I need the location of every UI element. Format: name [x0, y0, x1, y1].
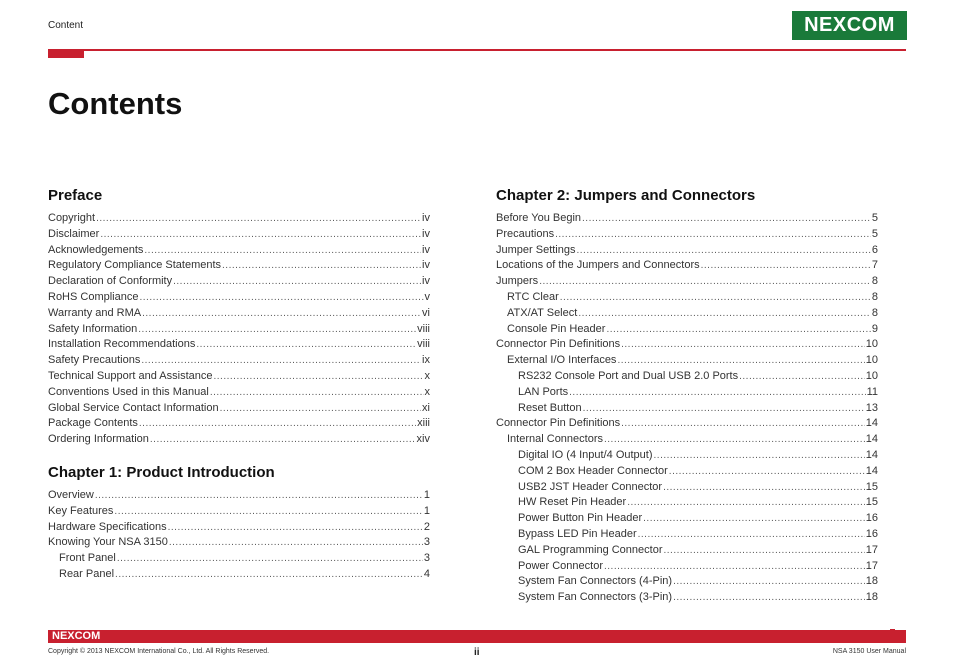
toc-entry[interactable]	[496, 258, 878, 274]
toc-entry[interactable]	[48, 274, 430, 290]
toc-entry-page: iv	[422, 259, 430, 272]
toc-dot-leader	[169, 535, 423, 551]
toc-entry[interactable]	[48, 211, 430, 227]
toc-dot-leader	[214, 369, 424, 385]
toc-entry-title: Knowing Your NSA 3150	[48, 536, 168, 549]
toc-entry[interactable]	[48, 290, 430, 306]
toc-entry[interactable]	[48, 337, 430, 353]
toc-dot-leader	[142, 306, 421, 322]
toc-entry-page: 3	[423, 552, 430, 565]
toc-dot-leader	[569, 385, 865, 401]
toc-entry-title: COM 2 Box Header Connector	[518, 464, 668, 477]
toc-entry-page: 16	[865, 527, 878, 540]
toc-entry[interactable]	[496, 574, 878, 590]
toc-entry-page: 14	[865, 464, 878, 477]
toc-dot-leader	[138, 322, 416, 338]
toc-dot-leader	[150, 432, 416, 448]
toc-entry-title: Digital IO (4 Input/4 Output)	[518, 448, 653, 461]
toc-entry[interactable]	[48, 227, 430, 243]
header-rule	[48, 49, 906, 51]
toc-entry-page: 17	[865, 559, 878, 572]
toc-dot-leader	[144, 243, 421, 259]
toc-dot-leader	[95, 488, 423, 504]
toc-entry-page: vi	[422, 306, 430, 319]
toc-dot-leader	[673, 590, 865, 606]
toc-entry[interactable]	[496, 337, 878, 353]
footer-bar	[48, 630, 906, 643]
section-heading-preface: Preface	[48, 187, 103, 204]
toc-entry-title: Overview	[48, 488, 94, 501]
toc-entry-title: System Fan Connectors (3-Pin)	[518, 591, 673, 604]
toc-dot-leader	[222, 258, 421, 274]
toc-dot-leader	[139, 290, 423, 306]
toc-left-column	[48, 186, 430, 583]
toc-entry[interactable]	[496, 306, 878, 322]
toc-dot-leader	[627, 495, 865, 511]
toc-dot-leader	[576, 243, 870, 259]
toc-dot-leader	[739, 369, 865, 385]
toc-entry-page: 10	[865, 338, 878, 351]
toc-entry-title: Power Button Pin Header	[518, 512, 643, 525]
toc-entry-title: Regulatory Compliance Statements	[48, 259, 222, 272]
toc-entry[interactable]	[48, 369, 430, 385]
toc-entry-page: 13	[865, 401, 878, 414]
toc-entry-title: Rear Panel	[59, 567, 115, 580]
toc-entry-page: xiv	[416, 433, 430, 446]
toc-entry-title: Jumpers	[496, 275, 539, 288]
toc-entry[interactable]	[496, 543, 878, 559]
toc-entry-title: GAL Programming Connector	[518, 543, 663, 556]
toc-entry[interactable]	[48, 520, 430, 536]
toc-entry-title: Installation Recommendations	[48, 338, 196, 351]
toc-entry-title: Connector Pin Definitions	[496, 417, 621, 430]
section-heading-chapter2: Chapter 2: Jumpers and Connectors	[496, 187, 756, 204]
toc-dot-leader	[578, 306, 871, 322]
toc-entry-page: 14	[865, 448, 878, 461]
toc-dot-leader	[539, 274, 871, 290]
toc-entry-page: 17	[865, 543, 878, 556]
toc-entry-page: v	[424, 290, 430, 303]
toc-dot-leader	[173, 274, 421, 290]
toc-entry-page: 8	[871, 306, 878, 319]
toc-entry-title: Bypass LED Pin Header	[518, 527, 637, 540]
toc-entry[interactable]	[496, 480, 878, 496]
toc-entry-page: 8	[871, 275, 878, 288]
toc-entry-title: Power Connector	[518, 559, 603, 572]
toc-entry-title: Jumper Settings	[496, 243, 576, 256]
toc-entry-title: Package Contents	[48, 417, 138, 430]
toc-entry-page: 16	[865, 512, 878, 525]
toc-entry[interactable]	[496, 385, 878, 401]
toc-entry-page: 15	[865, 480, 878, 493]
toc-entry-title: External I/O Interfaces	[507, 354, 617, 367]
toc-entry[interactable]	[48, 488, 430, 504]
toc-entry-title: Copyright	[48, 212, 96, 224]
toc-entry-page: 9	[871, 322, 878, 335]
nexcom-logo	[792, 11, 907, 40]
toc-entry-page: 6	[871, 243, 878, 256]
toc-entry-title: Hardware Specifications	[48, 520, 167, 533]
toc-entry[interactable]	[496, 274, 878, 290]
toc-entry-page: 4	[423, 567, 430, 580]
toc-list-chapter1	[48, 488, 430, 583]
toc-dot-leader	[141, 353, 421, 369]
footer-logo: NEXCOM	[52, 630, 101, 642]
toc-entry-page: 15	[865, 496, 878, 509]
toc-entry-page: 7	[871, 259, 878, 272]
toc-entry-title: HW Reset Pin Header	[518, 496, 627, 509]
toc-entry-page: 1	[423, 488, 430, 501]
toc-dot-leader	[643, 511, 865, 527]
toc-entry[interactable]	[496, 243, 878, 259]
toc-entry[interactable]	[496, 401, 878, 417]
toc-entry[interactable]	[48, 567, 430, 583]
toc-entry[interactable]	[496, 211, 878, 227]
footer-manual-name: NSA 3150 User Manual	[832, 648, 906, 655]
toc-entry-title: Technical Support and Assistance	[48, 369, 213, 382]
toc-entry-page: xi	[422, 401, 430, 414]
toc-entry-title: Reset Button	[518, 401, 582, 414]
toc-entry-page: 2	[423, 520, 430, 533]
toc-dot-leader	[604, 559, 865, 575]
toc-entry-page: 10	[865, 369, 878, 382]
toc-entry-page: 5	[871, 212, 878, 224]
toc-entry-title: Console Pin Header	[507, 322, 606, 335]
toc-entry-title: Acknowledgements	[48, 243, 144, 256]
toc-entry-page: 11	[866, 385, 878, 398]
toc-entry-title: Front Panel	[59, 552, 116, 565]
toc-entry-page: viii	[417, 338, 430, 351]
toc-entry[interactable]	[496, 432, 878, 448]
toc-entry-page: 1	[423, 504, 430, 517]
footer-square-3	[899, 637, 906, 643]
toc-entry-title: Declaration of Conformity	[48, 275, 173, 288]
toc-entry-page: 5	[871, 227, 878, 240]
toc-dot-leader	[701, 258, 871, 274]
toc-entry-page: iv	[422, 243, 430, 256]
toc-entry-title: Key Features	[48, 504, 114, 517]
toc-entry-title: Safety Precautions	[48, 354, 141, 367]
toc-entry-title: RS232 Console Port and Dual USB 2.0 Ports	[518, 369, 739, 382]
toc-dot-leader	[115, 567, 423, 583]
toc-dot-leader	[114, 504, 422, 520]
toc-entry-title: Disclaimer	[48, 227, 100, 240]
toc-entry[interactable]	[496, 416, 878, 432]
toc-entry-page: iv	[422, 275, 430, 288]
toc-entry-title: RTC Clear	[507, 290, 559, 303]
toc-entry-title: Locations of the Jumpers and Connectors	[496, 259, 700, 272]
toc-entry[interactable]	[496, 290, 878, 306]
toc-entry-page: 18	[865, 575, 878, 588]
toc-entry-page: iv	[422, 227, 430, 240]
toc-dot-leader	[664, 543, 865, 559]
toc-dot-leader	[673, 574, 865, 590]
toc-dot-leader	[663, 480, 865, 496]
toc-entry[interactable]	[48, 258, 430, 274]
header-accent-block	[48, 49, 84, 58]
toc-list-chapter2	[496, 211, 878, 606]
toc-list-preface	[48, 211, 430, 448]
toc-entry[interactable]	[48, 551, 430, 567]
toc-entry[interactable]	[496, 511, 878, 527]
toc-entry[interactable]	[496, 559, 878, 575]
toc-entry[interactable]	[496, 369, 878, 385]
footer-square-2	[890, 637, 897, 643]
toc-entry-page: 3	[423, 536, 430, 549]
toc-entry-page: ix	[422, 354, 430, 367]
toc-entry-page: 18	[865, 591, 878, 604]
toc-entry-title: ATX/AT Select	[507, 306, 578, 319]
toc-entry[interactable]	[496, 590, 878, 606]
footer-square-1	[890, 629, 895, 634]
toc-entry[interactable]	[48, 535, 430, 551]
toc-dot-leader	[582, 211, 871, 227]
footer-copyright: Copyright © 2013 NEXCOM International Co., Ltd. All Rights Reserved.	[48, 648, 270, 655]
toc-dot-leader	[220, 401, 421, 417]
toc-entry-title: Safety Information	[48, 322, 138, 335]
toc-dot-leader	[604, 432, 865, 448]
toc-entry-title: Before You Begin	[496, 212, 582, 224]
toc-entry-page: viii	[417, 322, 430, 335]
toc-entry[interactable]	[496, 448, 878, 464]
toc-entry-title: LAN Ports	[518, 385, 569, 398]
toc-entry[interactable]	[496, 527, 878, 543]
footer-page-number: ii	[474, 647, 480, 658]
toc-entry-title: Ordering Information	[48, 433, 149, 446]
toc-entry-page: 14	[865, 417, 878, 430]
toc-entry[interactable]	[496, 227, 878, 243]
toc-dot-leader	[100, 227, 421, 243]
toc-entry-title: Conventions Used in this Manual	[48, 385, 209, 398]
toc-dot-leader	[583, 401, 865, 417]
toc-entry-title: Connector Pin Definitions	[496, 338, 621, 351]
toc-dot-leader	[555, 227, 871, 243]
toc-entry[interactable]	[48, 416, 430, 432]
toc-entry-title: RoHS Compliance	[48, 290, 139, 303]
toc-dot-leader	[560, 290, 871, 306]
toc-dot-leader	[669, 464, 865, 480]
toc-dot-leader	[210, 385, 424, 401]
toc-dot-leader	[621, 416, 865, 432]
page-title: Contents	[48, 86, 183, 121]
toc-entry[interactable]	[48, 322, 430, 338]
toc-entry[interactable]	[48, 353, 430, 369]
toc-entry[interactable]	[48, 243, 430, 259]
toc-entry-title: Internal Connectors	[507, 433, 603, 446]
toc-entry[interactable]	[48, 385, 430, 401]
toc-entry-page: iv	[422, 212, 430, 224]
toc-dot-leader	[96, 211, 421, 227]
toc-dot-leader	[196, 337, 416, 353]
toc-entry[interactable]	[48, 401, 430, 417]
toc-entry[interactable]	[48, 306, 430, 322]
running-header-label: Content	[48, 20, 84, 31]
section-heading-chapter1: Chapter 1: Product Introduction	[48, 463, 275, 481]
toc-dot-leader	[638, 527, 865, 543]
toc-entry-page: 14	[865, 433, 878, 446]
toc-dot-leader	[168, 520, 423, 536]
toc-entry-page: x	[424, 369, 430, 382]
toc-entry-page: 8	[871, 290, 878, 303]
toc-right-column	[496, 186, 878, 606]
toc-entry-title: Warranty and RMA	[48, 306, 142, 319]
toc-dot-leader	[117, 551, 423, 567]
logo-text: NEXCOM	[804, 14, 895, 36]
toc-entry-title: Precautions	[496, 227, 555, 240]
toc-entry-title: System Fan Connectors (4-Pin)	[518, 575, 673, 588]
toc-dot-leader	[621, 337, 865, 353]
toc-dot-leader	[617, 353, 864, 369]
toc-dot-leader	[139, 416, 416, 432]
toc-dot-leader	[606, 322, 870, 338]
toc-entry[interactable]	[48, 432, 430, 448]
toc-entry[interactable]	[496, 322, 878, 338]
toc-entry-title: USB2 JST Header Connector	[518, 480, 663, 493]
toc-entry[interactable]	[48, 504, 430, 520]
toc-entry-page: xiii	[417, 417, 430, 430]
toc-entry-page: x	[424, 385, 430, 398]
toc-entry[interactable]	[496, 353, 878, 369]
toc-entry[interactable]	[496, 464, 878, 480]
toc-entry-title: Global Service Contact Information	[48, 401, 219, 414]
toc-entry-page: 10	[865, 354, 878, 367]
toc-dot-leader	[654, 448, 865, 464]
toc-entry[interactable]	[496, 495, 878, 511]
